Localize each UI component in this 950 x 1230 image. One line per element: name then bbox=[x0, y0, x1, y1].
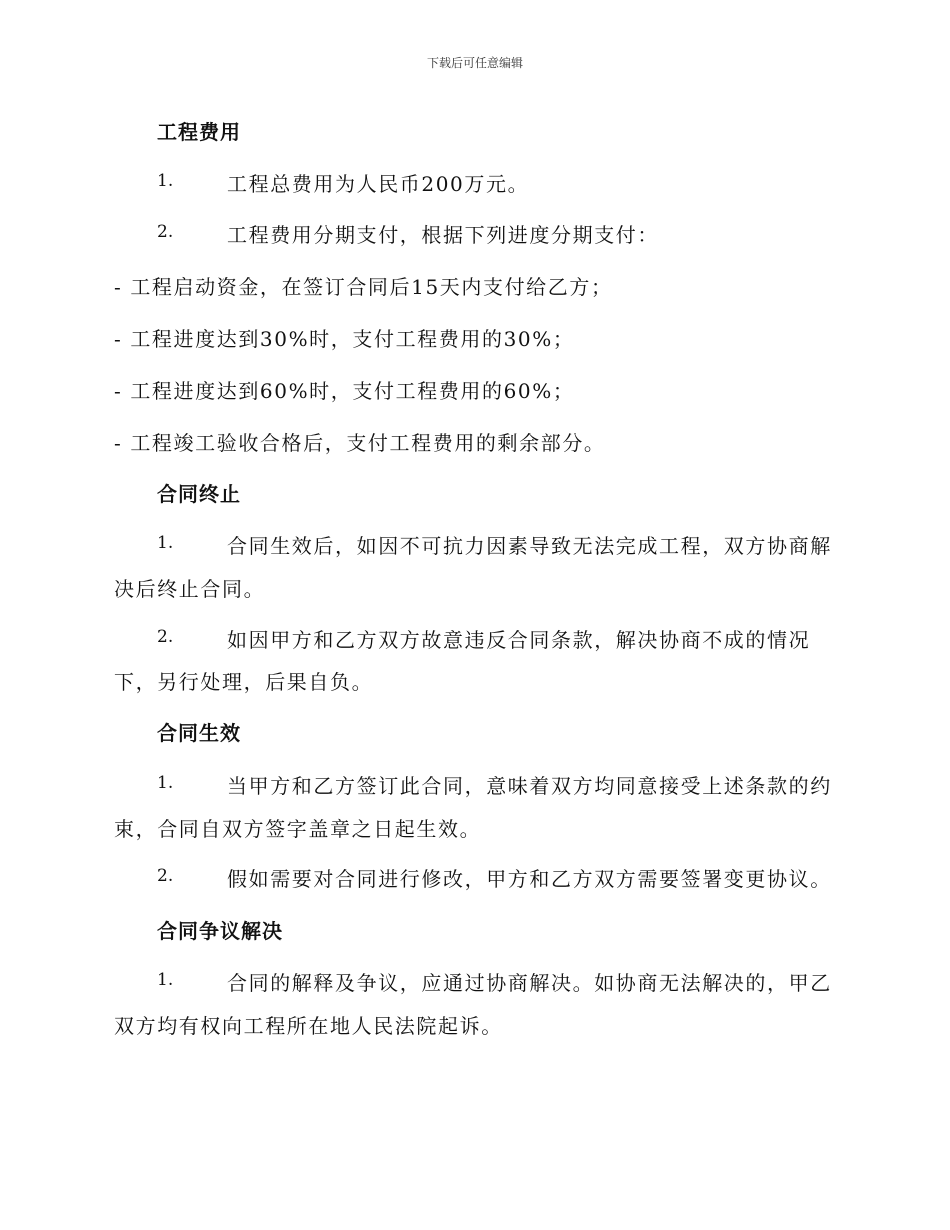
fees-bullet-2: - 工程进度达到30%时，支付工程费用的30%； bbox=[114, 327, 575, 351]
dispute-item-1-number: 1. bbox=[157, 970, 174, 990]
termination-item-1-line-2: 决后终止合同。 bbox=[114, 577, 266, 601]
fees-item-1-text: 工程总费用为人民币200万元。 bbox=[227, 172, 530, 196]
dispute-item-1-line-1: 合同的解释及争议，应通过协商解决。如协商无法解决的，甲乙 bbox=[227, 971, 832, 995]
fees-item-1-number: 1. bbox=[157, 171, 174, 191]
section-title-effect: 合同生效 bbox=[157, 721, 241, 745]
section-title-dispute: 合同争议解决 bbox=[157, 919, 283, 943]
effect-item-1-line-2: 束，合同自双方签字盖章之日起生效。 bbox=[114, 817, 482, 841]
section-title-fees: 工程费用 bbox=[157, 120, 241, 144]
effect-item-1-line-1: 当甲方和乙方签订此合同，意味着双方均同意接受上述条款的约 bbox=[227, 774, 832, 798]
fees-bullet-3: - 工程进度达到60%时，支付工程费用的60%； bbox=[114, 379, 575, 403]
section-title-termination: 合同终止 bbox=[157, 482, 241, 506]
effect-item-2-text: 假如需要对合同进行修改，甲方和乙方双方需要签署变更协议。 bbox=[227, 867, 832, 891]
effect-item-2-number: 2. bbox=[157, 866, 174, 886]
effect-item-1-number: 1. bbox=[157, 773, 174, 793]
page-header: 下载后可任意编辑 bbox=[426, 56, 523, 70]
fees-item-2-number: 2. bbox=[157, 222, 174, 242]
termination-item-2-line-1: 如因甲方和乙方双方故意违反合同条款，解决协商不成的情况 bbox=[227, 628, 811, 652]
termination-item-1-line-1: 合同生效后，如因不可抗力因素导致无法完成工程，双方协商解 bbox=[227, 534, 832, 558]
termination-item-1-number: 1. bbox=[157, 533, 174, 553]
fees-bullet-4: - 工程竣工验收合格后，支付工程费用的剩余部分。 bbox=[114, 431, 606, 455]
termination-item-2-line-2: 下，另行处理，后果自负。 bbox=[114, 670, 374, 694]
fees-item-2-text: 工程费用分期支付，根据下列进度分期支付： bbox=[227, 223, 659, 247]
dispute-item-1-line-2: 双方均有权向工程所在地人民法院起诉。 bbox=[114, 1014, 503, 1038]
fees-bullet-1: - 工程启动资金，在签订合同后15天内支付给乙方； bbox=[114, 275, 613, 299]
termination-item-2-number: 2. bbox=[157, 627, 174, 647]
